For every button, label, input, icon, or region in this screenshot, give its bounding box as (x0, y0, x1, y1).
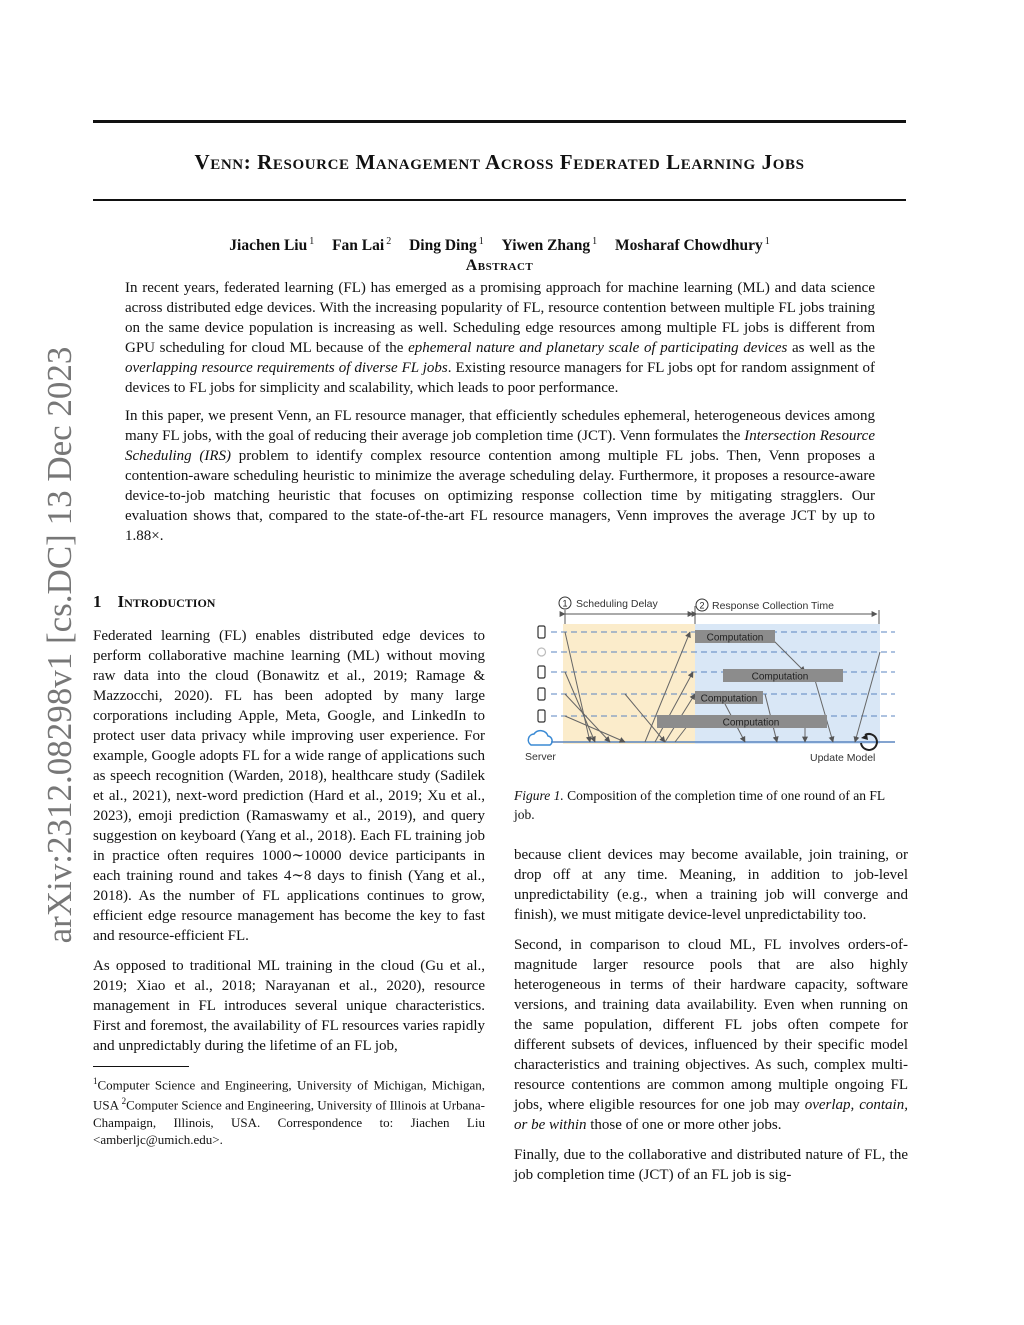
author: Mosharaf Chowdhury $^1$ (615, 236, 770, 255)
figure-caption: Figure 1. Composition of the completion time of one round of an FL job. (514, 788, 885, 822)
device-icons (538, 626, 546, 722)
update-model-label: Update Model (810, 752, 876, 764)
abstract-paragraph: In recent years, federated learning (FL) has emerged as a promising approach for machine learning (ML) and data science across distributed edge devices. With the increasing popularity of FL, resource contention between multiple FL jobs training on the same device population is increasing as well. Scheduling edge resources among multiple FL jobs is different from GPU scheduling for cloud ML because of the ephemeral nature and planetary scale of participating devices as well as the overlapping resource requirements of diverse FL jobs. Existing resource managers for FL jobs opt for random assignment of devices to FL jobs for simplicity and scalability, which leads to poor performance. (125, 280, 875, 396)
abstract-paragraph: In this paper, we present Venn, an FL resource manager, that efficiently schedules ephemeral, heterogeneous devices among many FL jobs, with the goal of reducing their average job completion time (JCT). Venn formulates the Intersection Resource Scheduling (IRS) problem to identify complex resource contention among multiple FL jobs. Then, Venn proposes a contention-aware scheduling heuristic to minimize the average scheduling delay. Furthermore, it proposes a resource-aware device-to-job matching heuristic that focuses on optimizing response collection time by mitigating stragglers. Our evaluation shows that, compared to the state-of-the-art FL resource managers, Venn improves the average JCT by up to 1.88×. (125, 408, 875, 544)
author: Yiwen Zhang $^1$ (501, 236, 598, 255)
abstract (125, 278, 875, 554)
phase2-label: Response Collection Time (712, 600, 834, 612)
dropped-device-icon (538, 648, 546, 656)
phase1-label: Scheduling Delay (576, 598, 658, 610)
left-column (93, 592, 485, 1148)
footnote: $^1$Computer Science and Engineering, University of Michigan, Michigan, USA $^2$Computer Science and Engineering, University of Illinois at Urbana-Champaign, Illinois, USA. Correspondence to: Jiachen Liu <amberljc@umich.edu>. (93, 1076, 485, 1147)
phase2-number: 2 (699, 600, 705, 611)
figure-diagram (515, 592, 908, 772)
body-paragraph: As opposed to traditional ML training in the cloud (Gu et al., 2019; Xiao et al., 2018; Narayanan et al., 2020), resource management in FL introduces several unique characteristics. First and foremost, the availability of FL resources varies rapidly and unpredictably during the lifetime of an FL job, (93, 958, 485, 1054)
phone-icon (538, 666, 545, 678)
phase1-number: 1 (562, 598, 568, 609)
cloud-server-icon (528, 731, 552, 745)
figure-completion-time (515, 592, 908, 772)
right-column (514, 845, 908, 1195)
top-rule (93, 120, 906, 123)
phone-icon (538, 626, 545, 638)
author: Fan Lai $^2$ (332, 236, 392, 255)
phone-icon (538, 710, 545, 722)
section-heading: 1 Introduction (93, 592, 216, 611)
server-label: Server (525, 751, 556, 763)
paper-title: Venn: Resource Management Across Federated Learning Jobs (194, 150, 805, 174)
author-list (93, 236, 906, 255)
body-paragraph: because client devices may become available, join training, or drop off at any time. Meaning, in addition to job-level unpredictability (e.g., when a training job will converge and finish), we must mitigate device-level unpredictability too. (514, 847, 908, 923)
author: Jiachen Liu $^1$ (229, 236, 315, 255)
computation-label: Computation (706, 632, 764, 644)
computation-label: Computation (751, 671, 809, 683)
footnote-rule (93, 1066, 189, 1067)
title-bottom-rule (93, 199, 906, 201)
phone-icon (538, 688, 545, 700)
body-paragraph: Federated learning (FL) enables distributed edge devices to perform collaborative machine learning (ML) without moving raw data into the cloud (Bonawitz et al., 2019; Ramage & Mazzocchi, 2020). FL has been adopted by many large corporations including Apple, Meta, Google, and LinkedIn to protect user data privacy while improving user experience. For example, Google adopts FL for a wide range of applications such as speech recognition (Warden, 2018), healthcare study (Sadilek et al., 2021), next-word prediction (Hard et al., 2019; Xu et al., 2023), emoji prediction (Ramaswamy et al., 2019), and query suggestion on keyboard (Yang et al., 2018). Each FL training job in practice often requires 1000∼10000 device participants in each training round and takes 4∼8 days to finish (Yang et al., 2018). As the number of FL applications continues to grow, efficient edge resource management has become the key to fast and resource-efficient FL. (93, 628, 485, 944)
computation-label: Computation (700, 693, 758, 705)
body-paragraph: Finally, due to the collaborative and distributed nature of FL, the job completion time (JCT) of an FL job is sig- (514, 1147, 908, 1183)
body-paragraph: Second, in comparison to cloud ML, FL involves orders-of-magnitude larger resource pools that are also highly heterogeneous in terms of their hardware capacity, software versions, and training data availability. Even when running on the same population, different FL jobs often compete for different subsets of devices, influenced by their specific model characteristics and training objectives. As such, complex multi-resource contentions are common among multiple ongoing FL jobs, where eligible resources for one job may overlap, contain, or be within those of one or more other jobs. (514, 937, 908, 1133)
computation-label: Computation (722, 717, 780, 729)
abstract-heading: Abstract (465, 257, 534, 274)
author: Ding Ding $^1$ (409, 236, 484, 255)
arxiv-identifier: arXiv:2312.08298v1 [cs.DC] 13 Dec 2023 (40, 346, 79, 944)
